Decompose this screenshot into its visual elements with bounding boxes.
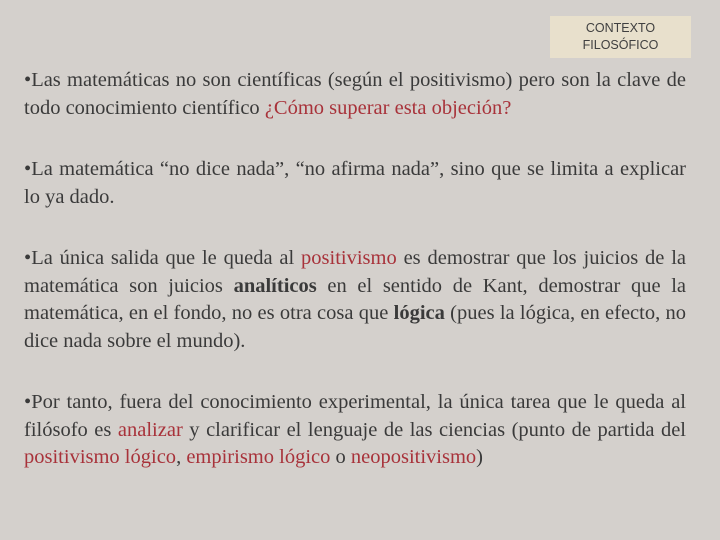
badge-line-1: CONTEXTO xyxy=(585,21,656,35)
paragraph-4 xyxy=(24,389,686,472)
paragraph-text: Por tanto, fuera del conocimiento experimental, la única tarea que le queda al filósofo es xyxy=(24,391,686,441)
paragraph-text: La única salida que le queda al xyxy=(31,247,302,269)
paragraph-text: La matemática “no dice nada”, “no afirma nada”, sino que se limita a explicar lo ya dado. xyxy=(24,158,686,208)
highlight-empirismo-logico: empirismo lógico xyxy=(186,446,331,468)
paragraph-2 xyxy=(24,156,686,211)
paragraph-text: es demostrar que los juicios de la matemática son juicios xyxy=(24,247,686,297)
paragraph-text: en el sentido de Kant, demostrar que la matemática, en el fondo, no es otra cosa que xyxy=(24,274,686,324)
highlight-question: ¿Cómo superar esta objeción? xyxy=(264,96,512,119)
highlight-positivismo-logico: positivismo lógico xyxy=(24,446,177,468)
bullet-icon: • xyxy=(24,391,32,413)
paragraph-text: ) xyxy=(476,446,483,468)
bold-analiticos: analíticos xyxy=(233,274,317,297)
highlight-neopositivismo: neopositivismo xyxy=(350,446,477,468)
paragraph-text: y clarificar el lenguaje de las ciencias (punto de partida del xyxy=(182,418,686,441)
paragraph-text: o xyxy=(330,446,351,468)
badge-line-2: FILOSÓFICO xyxy=(582,38,659,52)
paragraph-1 xyxy=(24,67,686,122)
bullet-icon: • xyxy=(24,158,32,180)
paragraph-text: Las matemáticas no son científicas (según el positivismo) pero son la clave de todo conocimiento científico xyxy=(24,69,686,119)
highlight-analizar: analizar xyxy=(117,418,183,441)
highlight-positivismo: positivismo xyxy=(301,247,397,269)
bullet-icon: • xyxy=(24,69,32,91)
bullet-icon: • xyxy=(24,247,32,269)
paragraph-text: (pues la lógica, en efecto, no dice nada sobre el mundo). xyxy=(24,302,686,352)
bold-logica: lógica xyxy=(393,302,445,324)
paragraph-text: , xyxy=(176,446,187,468)
paragraph-3 xyxy=(24,245,686,355)
section-badge xyxy=(550,16,691,58)
slide-body xyxy=(24,67,686,506)
